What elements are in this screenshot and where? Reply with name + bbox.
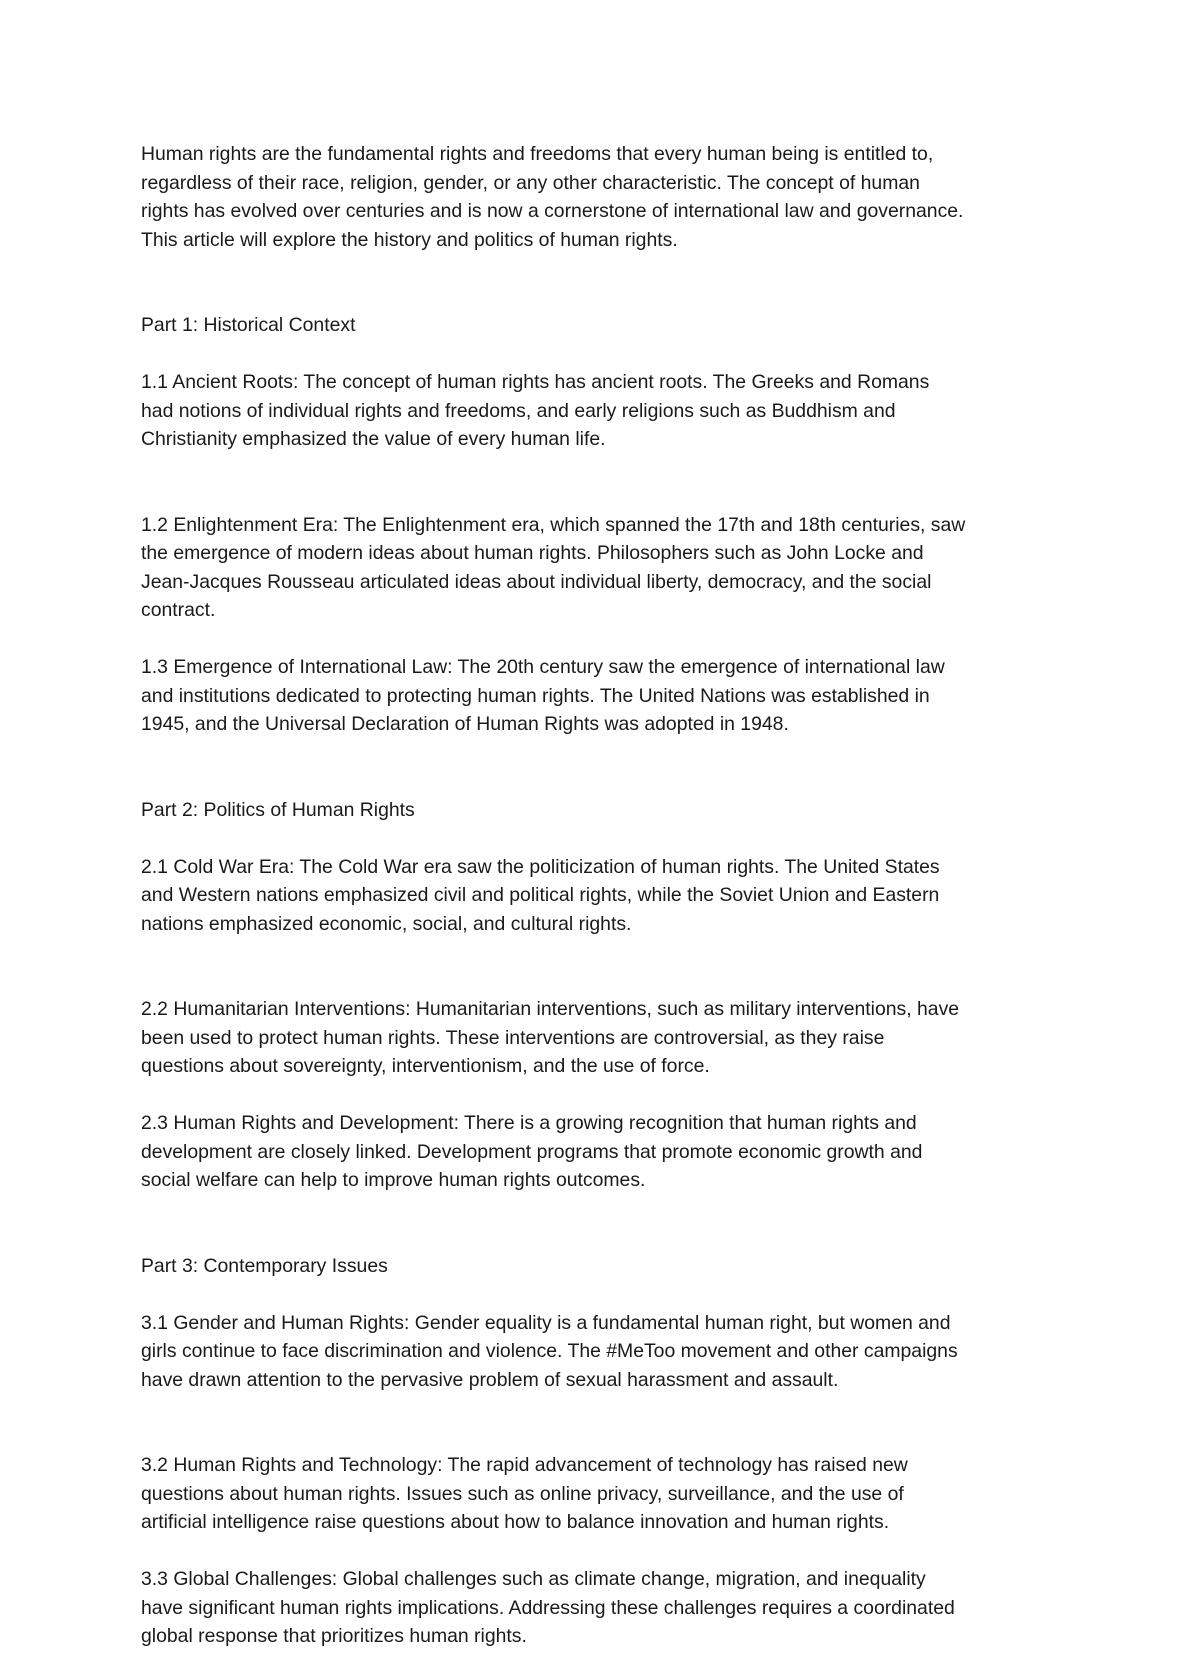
part-2-title: Part 2: Politics of Human Rights	[141, 798, 415, 821]
part-2-section	[141, 767, 1071, 967]
part-1-title: Part 1: Historical Context	[141, 314, 356, 336]
section-3-2-paragraph: 3.2 Human Rights and Technology: The rapid advancement of technology has raised new questions about human rights. Issues such as online privacy, surveillance, and the use of artificial intelligence raise questions about how to balance innovation and human rights.	[141, 1454, 908, 1533]
section-1-1-paragraph: 1.1 Ancient Roots: The concept of human rights has ancient roots. The Greeks and Romans had notions of individual rights and freedoms, and early religions such as Buddhism and Christianity emphasized the value of every human life.	[141, 371, 930, 450]
section-2-3-paragraph: 2.3 Human Rights and Development: There is a growing recognition that human rights and development are closely linked. Development programs that promote economic growth and social welfare can help to improve human rights outcomes.	[141, 1112, 923, 1191]
section-2-1-paragraph: 2.1 Cold War Era: The Cold War era saw the politicization of human rights. The United States and Western nations emphasized civil and political rights, while the Soviet Union and Eastern nations emphasized economic, social, and cultural rights.	[141, 855, 940, 935]
section-3-1-paragraph: 3.1 Gender and Human Rights: Gender equality is a fundamental human right, but women and girls continue to face discrimination and violence. The #MeToo movement and other campaigns have drawn attention to the pervasive problem of sexual harassment and assault.	[141, 1311, 958, 1391]
document-body	[141, 140, 1071, 1679]
part-3-section	[141, 1223, 1071, 1423]
intro-paragraph: Human rights are the fundamental rights and freedoms that every human being is entitled to, regardless of their race, religion, gender, or any other characteristic. The concept of human rights has evolved over centuries and is now a cornerstone of international law and governance. This article will explore the history and politics of human rights.	[141, 143, 964, 251]
part-3-title: Part 3: Contemporary Issues	[141, 1254, 388, 1277]
part-1-section	[141, 283, 1071, 483]
section-1-3-paragraph: 1.3 Emergence of International Law: The 20th century saw the emergence of international law and institutions dedicated to protecting human rights. The United Nations was established in 1945, and the Universal Declaration of Human Rights was adopted in 1948.	[141, 656, 945, 735]
section-3-3-paragraph: 3.3 Global Challenges: Global challenges such as climate change, migration, and inequality have significant human rights implications. Addressing these challenges requires a coordinated global response that prioritizes human rights.	[141, 1568, 955, 1647]
section-2-2-paragraph: 2.2 Humanitarian Interventions: Humanitarian interventions, such as military interventions, have been used to protect human rights. These interventions are controversial, as they raise questions about sovereignty, interventionism, and the use of force.	[141, 998, 960, 1077]
section-1-2-paragraph: 1.2 Enlightenment Era: The Enlightenment era, which spanned the 17th and 18th centuries, saw the emergence of modern ideas about human rights. Philosophers such as John Locke and Jean-Jacques Rousseau articulated ideas about individual liberty, democracy, and the social contract.	[141, 513, 966, 621]
